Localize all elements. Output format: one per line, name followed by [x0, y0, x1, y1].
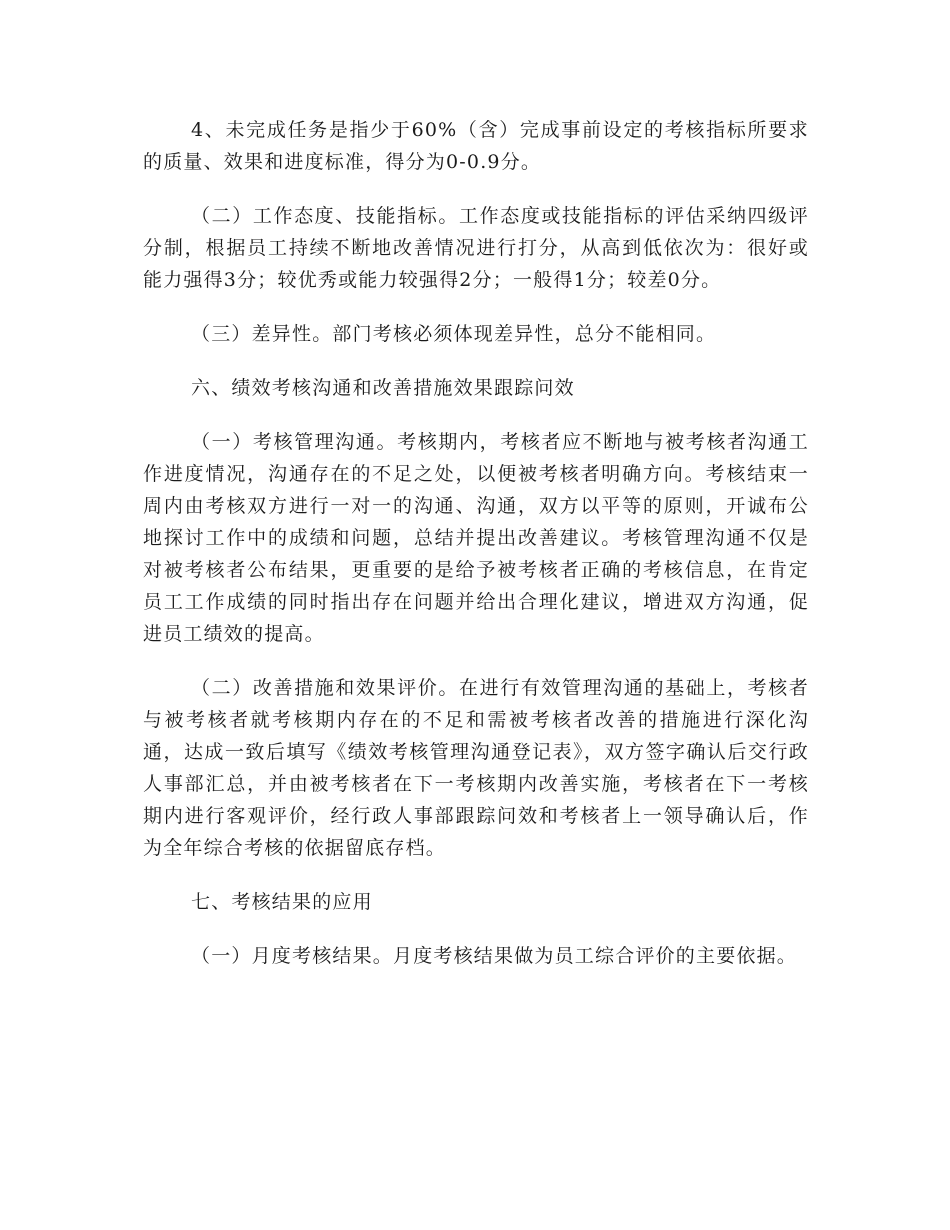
paragraph-incomplete-task: 4、未完成任务是指少于60%（含）完成事前设定的考核指标所要求的质量、效果和进度标准，得分为0-0.9分。: [143, 119, 809, 173]
paragraph-improvement-evaluation: （二）改善措施和效果评价。在进行有效管理沟通的基础上，考核者与被考核者就考核期内存在的不足和需被考核者改善的措施进行深化沟通，达成一致后填写《绩效考核管理沟通登记表》，双方签字确认后交行政人事部汇总，并由被考核者在下一考核期内改善实施，考核者在下一考核期内进行客观评价，经行政人事部跟踪问效和考核者上一领导确认后，作为全年综合考核的依据留底存档。: [143, 677, 809, 859]
paragraph-attitude-skill-indicators: （二）工作态度、技能指标。工作态度或技能指标的评估采纳四级评分制，根据员工持续不断地改善情况进行打分，从高到低依次为：很好或能力强得3分；较优秀或能力较强得2分；一般得1分；较差0分。: [143, 205, 809, 291]
document-body: [143, 114, 809, 994]
paragraph-management-communication: （一）考核管理沟通。考核期内，考核者应不断地与被考核者沟通工作进度情况，沟通存在的不足之处，以便被考核者明确方向。考核结束一周内由考核双方进行一对一的沟通、沟通，双方以平等的原则，开诚布公地探讨工作中的成绩和问题，总结并提出改善建议。考核管理沟通不仅是对被考核者公布结果，更重要的是给予被考核者正确的考核信息，在肯定员工工作成绩的同时指出存在问题并给出合理化建议，增进双方沟通，促进员工绩效的提高。: [143, 431, 809, 645]
paragraph-monthly-results: （一）月度考核结果。月度考核结果做为员工综合评价的主要依据。: [191, 945, 798, 967]
section-heading-results-application: 七、考核结果的应用: [191, 891, 373, 913]
section-heading-communication: 六、绩效考核沟通和改善措施效果跟踪问效: [191, 377, 575, 399]
paragraph-differentiation: （三）差异性。部门考核必须体现差异性，总分不能相同。: [191, 323, 717, 345]
